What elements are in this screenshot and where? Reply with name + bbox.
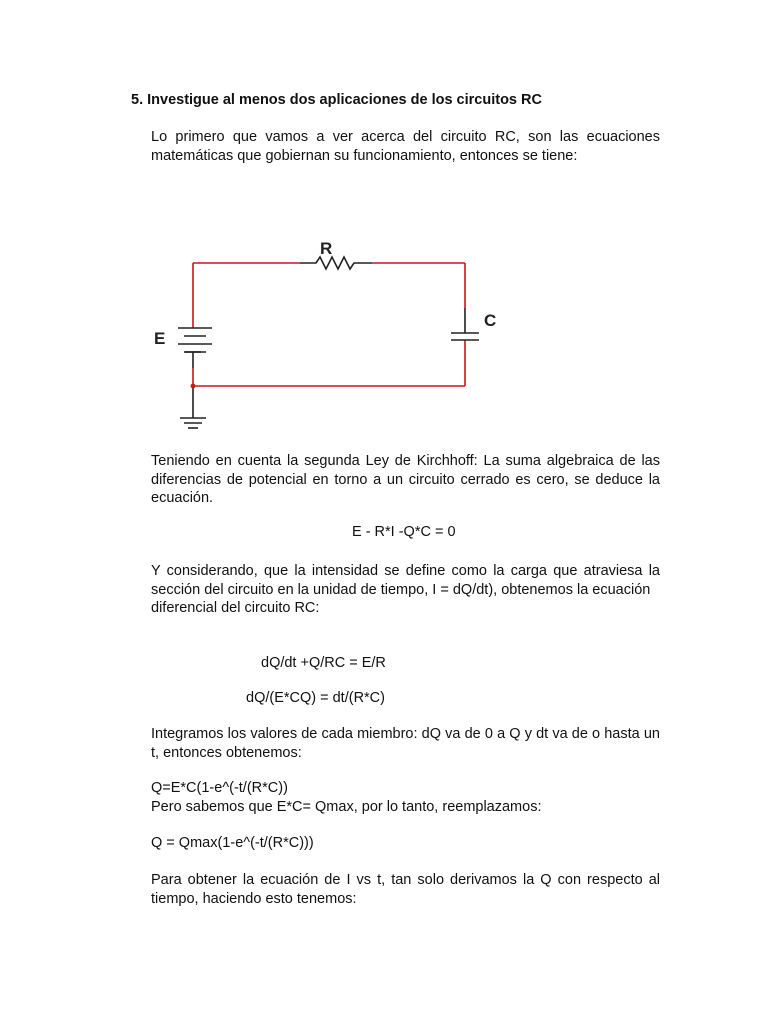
junction-dot bbox=[191, 384, 196, 389]
differential-equation: dQ/dt +Q/RC = E/R bbox=[261, 655, 386, 671]
charge-equation: Q=E*C(1-e^(-t/(R*C)) bbox=[151, 780, 288, 796]
kirchhoff-paragraph: Teniendo en cuenta la segunda Ley de Kirchhoff: La suma algebraica de las diferencias de potencial en torno a un circuito cerrado es cero, se deduce la ecuación. bbox=[151, 453, 660, 506]
current-paragraph-line2: diferencial del circuito RC: bbox=[151, 600, 320, 616]
rc-circuit-diagram bbox=[140, 228, 520, 438]
circuit-components bbox=[178, 257, 479, 428]
current-paragraph-line1: Y considerando, que la intensidad se define como la carga que atraviesa la sección del circuito en la unidad de tiempo, I = dQ/dt), obtenemos la ecuación bbox=[151, 563, 660, 598]
source-label: E bbox=[154, 329, 166, 348]
derive-paragraph: Para obtener la ecuación de I vs t, tan solo derivamos la Q con respecto al tiempo, haciendo esto tenemos: bbox=[151, 872, 660, 907]
resistor-symbol bbox=[300, 257, 372, 269]
section-heading: 5. Investigue al menos dos aplicaciones de los circuitos RC bbox=[131, 92, 542, 108]
qmax-equation: Q = Qmax(1-e^(-t/(R*C))) bbox=[151, 835, 314, 851]
resistor-label: R bbox=[320, 239, 333, 258]
integrate-paragraph: Integramos los valores de cada miembro: dQ va de 0 a Q y dt va de o hasta un t, entonces obtenemos: bbox=[151, 726, 660, 761]
capacitor-label: C bbox=[484, 311, 497, 330]
circuit-wires bbox=[193, 263, 465, 386]
kirchhoff-equation: E - R*I -Q*C = 0 bbox=[352, 524, 456, 540]
current-paragraph bbox=[151, 562, 660, 618]
intro-paragraph: Lo primero que vamos a ver acerca del circuito RC, son las ecuaciones matemáticas que gobiernan su funcionamiento, entonces se tiene: bbox=[151, 129, 660, 164]
separated-equation: dQ/(E*CQ) = dt/(R*C) bbox=[246, 690, 385, 706]
qmax-note: Pero sabemos que E*C= Qmax, por lo tanto, reemplazamos: bbox=[151, 799, 542, 815]
